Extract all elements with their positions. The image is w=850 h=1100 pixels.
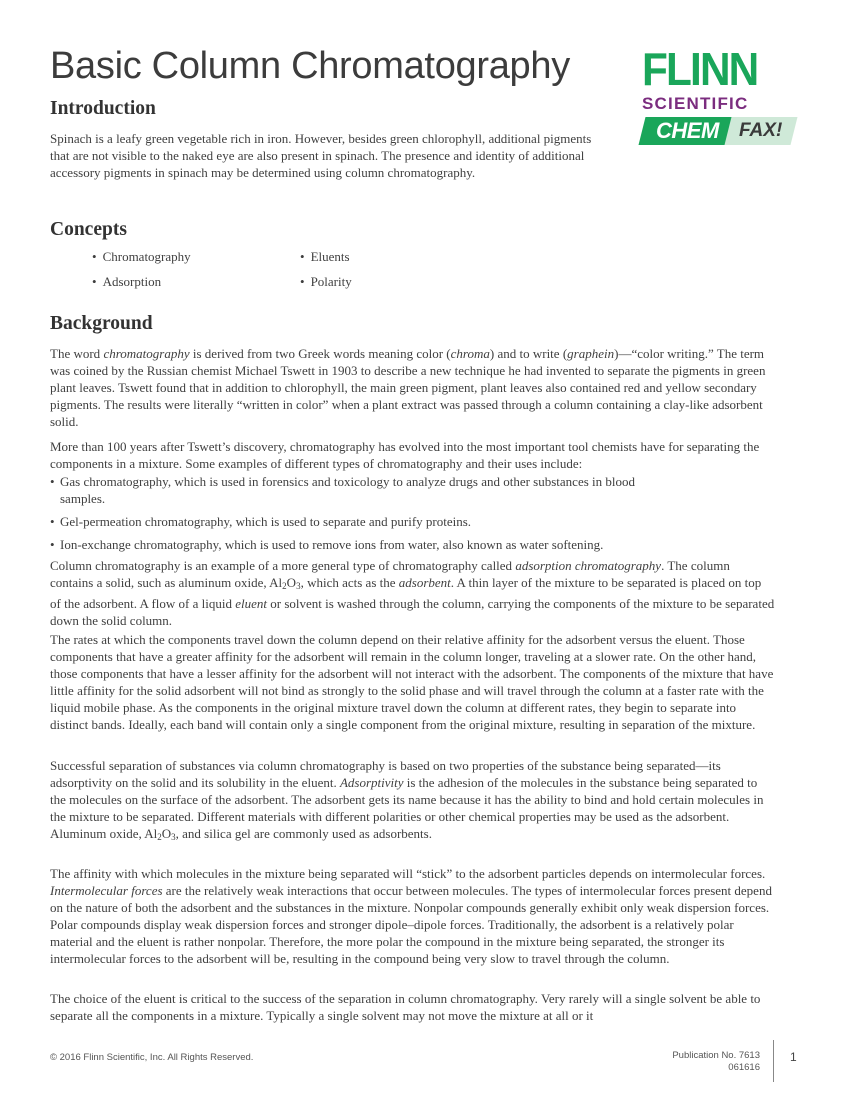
background-paragraph-2: More than 100 years after Tswett’s discovery, chromatography has evolved into the most important tool chemists have for separating the components in a mixture. Some examples of different types of chromatography and their uses include:: [50, 439, 760, 471]
list-item: • Gel-permeation chromatography, which is used to separate and purify proteins.: [50, 513, 770, 530]
logo-flinn-text: FLINN: [642, 43, 758, 95]
concept-item: • Adsorption: [92, 274, 161, 290]
introduction-heading: Introduction: [50, 98, 156, 119]
list-item: • Gas chromatography, which is used in forensics and toxicology to analyze drugs and other substances in blood samples.: [50, 473, 770, 507]
background-paragraph-7: The choice of the eluent is critical to the success of the separation in column chromatography. Very rarely will a single solvent be able to separate all the components in a mixture. Typically a single solvent may not move the mixture at all or it: [50, 991, 761, 1023]
background-paragraph-4: The rates at which the components travel down the column depend on their relative affinity for the adsorbent versus the eluent. Those components that have a greater affinity for the adsorbent will remain in the column longer, traveling at a slower rate. On the other hand, those components that have a lesser affinity for the adsorbent will not interact with the adsorbent. The components of the mixture that have little affinity for the solid adsorbent will not bind as strongly to the solid phase and will travel through the column at a faster rate with the liquid mobile phase. As the components in the original mixture travel down the column at different rates, they begin to separate into distinct bands. Ideally, each band will contain only a single component from the original mixture, resulting in separation of the mixture.: [50, 632, 774, 732]
page-number: 1: [790, 1050, 797, 1064]
publication-info: [640, 1050, 760, 1074]
chromatography-types-list: [50, 473, 770, 559]
publication-code: 061616: [728, 1062, 760, 1073]
background-heading: Background: [50, 313, 153, 334]
concept-item: • Eluents: [300, 249, 350, 265]
publication-number: Publication No. 7613: [672, 1050, 760, 1061]
logo-fax-text: FAX!: [739, 120, 783, 141]
concept-item: • Chromatography: [92, 249, 191, 265]
concept-item: • Polarity: [300, 274, 352, 290]
footer-divider: [773, 1040, 774, 1082]
copyright-notice: © 2016 Flinn Scientific, Inc. All Rights Reserved.: [50, 1052, 254, 1063]
flinn-chemfax-logo: [640, 43, 800, 150]
page-title: Basic Column Chromatography: [50, 45, 570, 87]
logo-scientific-text: SCIENTIFIC: [642, 94, 749, 113]
introduction-paragraph: Spinach is a leafy green vegetable rich in iron. However, besides green chlorophyll, additional pigments that are not visible to the naked eye are also present in spinach. The presence and identity of additional accessory pigments in spinach may be determined using column chromatography.: [50, 131, 592, 180]
background-paragraph-3: Column chromatography is an example of a more general type of chromatography called adsorption chromatography. The column contains a solid, such as aluminum oxide, $Al_2O_3$, which acts as the adsorbent. A thin layer of the mixture to be separated is placed on top of the adsorbent. A flow of a liquid eluent or solvent is washed through the column, carrying the components of the mixture to be separated down the solid column.: [50, 558, 775, 628]
background-paragraph-1: The word chromatography is derived from two Greek words meaning color (chroma) and to write (graphein)—“color writing.” The term was coined by the Russian chemist Michael Tswett in 1903 to describe a new technique he had invented to separate the pigments in green plant leaves. Tswett found that in addition to chlorophyll, the main green pigment, plant leaves also contained red and yellow secondary pigments. The results were literally “written in color” when a plant extract was passed through a column containing a clay-like adsorbent solid.: [50, 346, 766, 429]
list-item: • Ion-exchange chromatography, which is used to remove ions from water, also known as water softening.: [50, 536, 770, 553]
background-paragraph-6: The affinity with which molecules in the mixture being separated will “stick” to the adsorbent particles depends on intermolecular forces. Intermolecular forces are the relatively weak interactions that occur between molecules. The types of intermolecular forces present depend on the nature of both the adsorbent and the substances in the mixture. Nonpolar compounds generally exhibit only weak dispersion forces. Polar compounds display weak dispersion forces and stronger dipole–dipole forces. Traditionally, the adsorbent is a relatively polar material and the eluent is rather nonpolar. Therefore, the more polar the compound in the mixture being separated, the stronger its intermolecular forces to the adsorbent will be, resulting in the compound being very slow to travel through the column.: [50, 866, 772, 966]
background-paragraph-5: Successful separation of substances via column chromatography is based on two properties of the substance being separated—its adsorptivity on the solid and its solubility in the eluent. Adsorptivity is the adhesion of the molecules in the substance being separated to the molecules on the surface of the adsorbent. The adsorbent gets its name because it has the ability to bind and hold certain molecules in the mixture to be separated. Different materials with different polarities or other chemical properties may be used as the adsorbent. Aluminum oxide, $Al_2O_3$, and silica gel are commonly used as adsorbents.: [50, 758, 764, 842]
logo-chem-badge: [639, 117, 736, 145]
logo-fax-badge: [725, 117, 798, 145]
concepts-heading: Concepts: [50, 219, 127, 240]
logo-chem-text: CHEM: [655, 118, 719, 143]
